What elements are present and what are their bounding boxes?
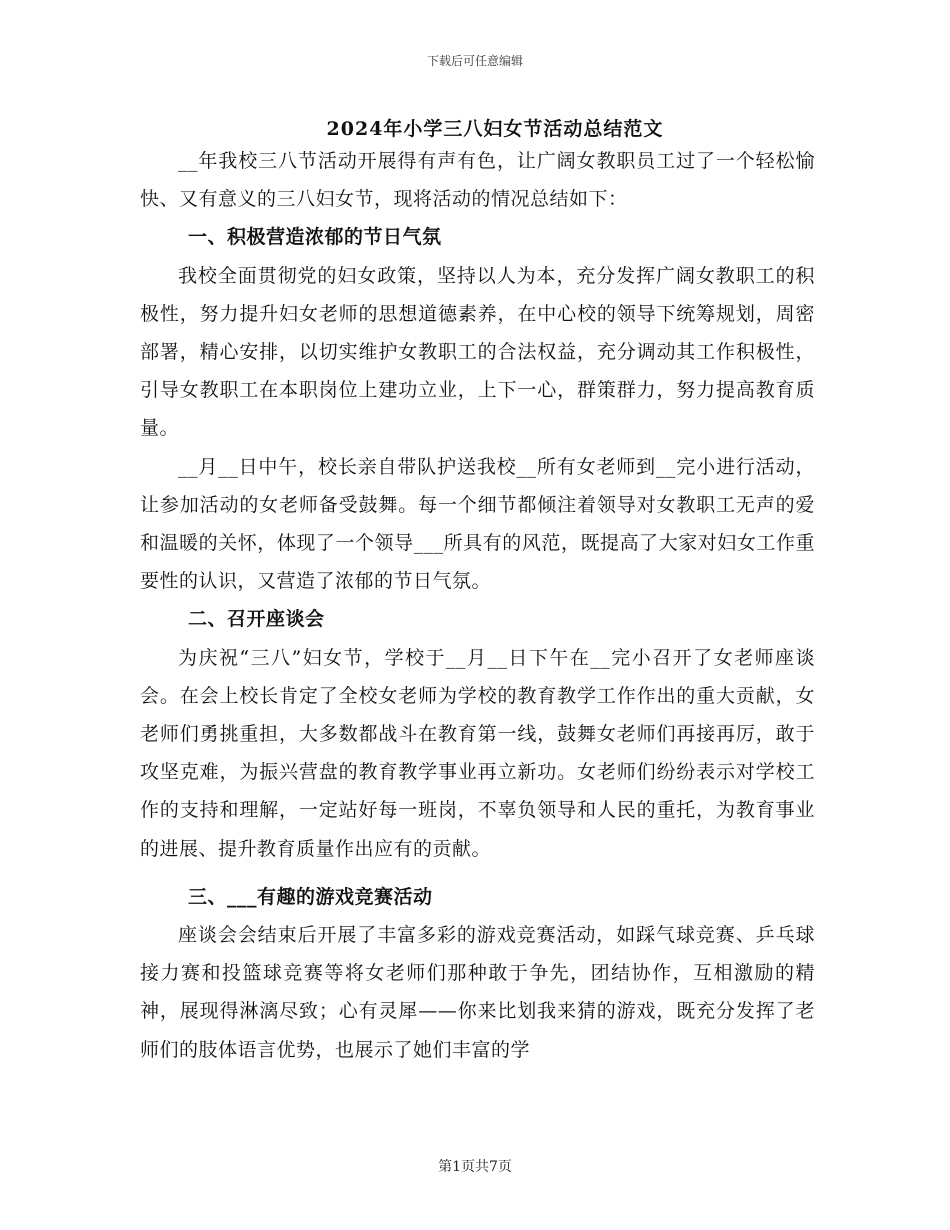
- section-3-paragraph-1: 座谈会会结束后开展了丰富多彩的游戏竞赛活动，如踩气球竞赛、乒乓球接力赛和投篮球竞赛等将女老师们那种敢于争先，团结协作，互相激励的精神，展现得淋漓尽致；心有灵犀——你来比划我来猜的游戏，既充分发挥了老师们的肢体语言优势，也展示了她们丰富的学: [140, 924, 815, 1061]
- document-body: [140, 142, 815, 1069]
- section-2-heading: 二、召开座谈会: [188, 608, 325, 631]
- section-1-heading: 一、积极营造浓郁的节日气氛: [188, 226, 442, 249]
- section-2-paragraph-1: 为庆祝“三八”妇女节，学校于__月__日下午在__完小召开了女老师座谈会。在会上校长肯定了全校女老师为学校的教育教学工作作出的重大贡献，女老师们勇挑重担，大多数都战斗在教育第一线，鼓舞女老师们再接再厉，敢于攻坚克难，为振兴营盘的教育教学事业再立新功。女老师们纷纷表示对学校工作的支持和理解，一定站好每一班岗，不辜负领导和人民的重托，为教育事业的进展、提升教育质量作出应有的贡献。: [140, 646, 815, 860]
- page-header-note: 下载后可任意编辑: [426, 54, 523, 68]
- section-1-paragraph-2: __月__日中午，校长亲自带队护送我校__所有女老师到__完小进行活动，让参加活动的女老师备受鼓舞。每一个细节都倾注着领导对女教职工无声的爱和温暖的关怀，体现了一个领导___所具有的风范，既提高了大家对妇女工作重要性的认识，又营造了浓郁的节日气氛。: [140, 455, 815, 593]
- section-spacer: [140, 868, 815, 878]
- document-title: 2024年小学三八妇女节活动总结范文: [326, 118, 664, 140]
- section-1-paragraph-1: 我校全面贯彻党的妇女政策，坚持以人为本，充分发挥广阔女教职工的积极性，努力提升妇女老师的思想道德素养，在中心校的领导下统筹规划，周密部署，精心安排，以切实维护女教职工的合法权益，充分调动其工作积极性，引导女教职工在本职岗位上建功立业，上下一心，群策群力，努力提高教育质量。: [140, 264, 815, 440]
- intro-paragraph: __年我校三八节活动开展得有声有色，让广阔女教职员工过了一个轻松愉快、又有意义的三八妇女节，现将活动的情况总结如下：: [140, 150, 815, 211]
- section-3-heading: 三、___有趣的游戏竞赛活动: [188, 885, 433, 908]
- page-number: 第1页共7页: [438, 1159, 512, 1175]
